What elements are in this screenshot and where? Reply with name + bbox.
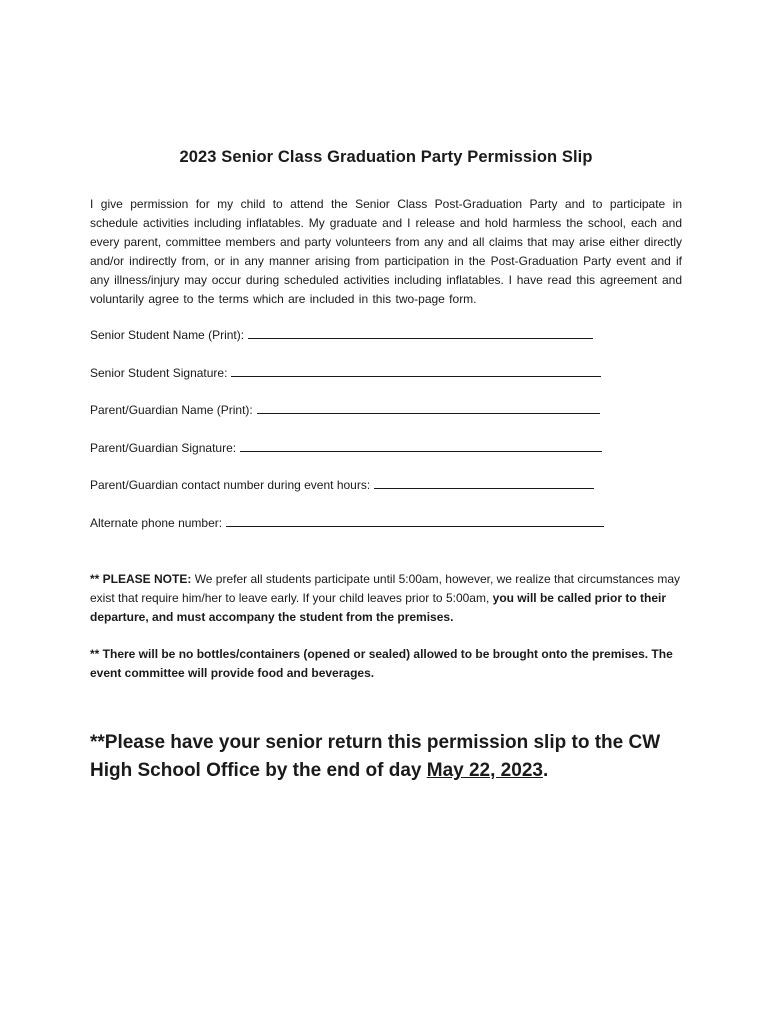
return-deadline-text: **Please have your senior return this permission slip to the CW High School Office by the end of day (90, 732, 661, 781)
document-title: 2023 Senior Class Graduation Party Permission Slip (179, 148, 593, 166)
alternate-phone-label: Alternate phone number: (90, 515, 223, 530)
contact-number-field[interactable] (90, 477, 682, 515)
parent-name-field[interactable] (90, 402, 682, 440)
student-signature-label: Senior Student Signature: (90, 365, 228, 380)
contact-number-label: Parent/Guardian contact number during event hours: (90, 478, 371, 492)
please-note-body: We prefer all students participate until 5:00am, however, we realize that circumstances may exist that require him/her to leave early. If your child leaves prior to 5:00am, (90, 572, 681, 605)
permission-slip-page (90, 148, 682, 785)
please-note-emphasis: you will be called prior to their departure, and must accompany the student from the premises. (90, 591, 667, 624)
please-note-paragraph (90, 570, 682, 627)
contact-number-line[interactable] (374, 477, 594, 489)
return-deadline-notice (90, 729, 682, 785)
please-note-prefix: ** PLEASE NOTE: (90, 572, 192, 586)
parent-signature-label: Parent/Guardian Signature: (90, 440, 237, 455)
no-containers-notice: ** There will be no bottles/containers (opened or sealed) allowed to be brought onto the premises. The event committee will provide food and beverages. (90, 647, 673, 680)
return-deadline-date: May 22, 2023 (426, 760, 543, 781)
alternate-phone-line[interactable] (226, 515, 604, 527)
parent-signature-line[interactable] (240, 440, 602, 452)
student-signature-field[interactable] (90, 365, 682, 403)
student-signature-line[interactable] (231, 365, 601, 377)
parent-name-line[interactable] (257, 402, 600, 414)
student-name-line[interactable] (248, 327, 593, 339)
alternate-phone-field[interactable] (90, 515, 682, 553)
student-name-field[interactable] (90, 327, 682, 365)
return-deadline-end: . (542, 760, 549, 781)
parent-signature-field[interactable] (90, 440, 682, 478)
permission-statement: I give permission for my child to attend the Senior Class Post-Graduation Party and to participate in schedule activities including inflatables. My graduate and I release and hold harmless the school, each and every parent, committee members and party volunteers from any and all claims that may arise either directly and/or indirectly from, or in any manner arising from participation in the Post-Graduation Party event and if any illness/injury may occur during scheduled activities including inflatables. I have read this agreement and voluntarily agree to the terms which are included in this two-page form. (90, 197, 682, 306)
student-name-label: Senior Student Name (Print): (90, 328, 245, 342)
parent-name-label: Parent/Guardian Name (Print): (90, 403, 253, 417)
